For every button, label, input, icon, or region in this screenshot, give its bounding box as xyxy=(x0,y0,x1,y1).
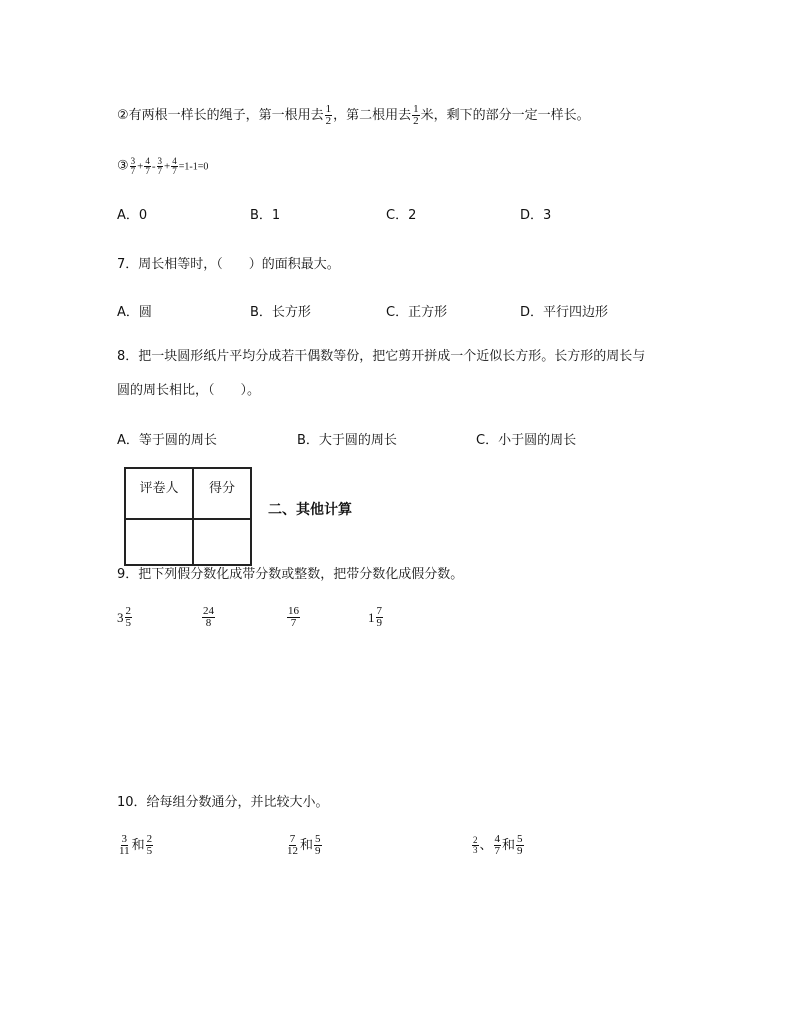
q7-option-a: A．圆 xyxy=(117,305,152,320)
fraction xyxy=(412,104,420,127)
numerator: 16 xyxy=(288,605,299,617)
numerator: 2 xyxy=(146,833,153,845)
q6-option-a: A．0 xyxy=(117,208,148,223)
numerator: 5 xyxy=(315,833,321,845)
fraction xyxy=(202,606,215,629)
fraction xyxy=(171,157,178,176)
connector-text: 和 xyxy=(131,837,145,853)
fraction xyxy=(157,157,164,176)
numerator: 3 xyxy=(157,156,163,166)
q7-option-c: C．正方形 xyxy=(386,305,448,320)
fraction xyxy=(376,606,384,629)
q7-option-d: D．平行四边形 xyxy=(520,305,609,320)
numerator: 2 xyxy=(473,835,478,845)
q10-group-3 xyxy=(471,834,525,857)
denominator: 7 xyxy=(145,166,150,176)
fraction xyxy=(144,157,151,176)
fraction xyxy=(494,834,502,857)
statement-text: ，第二根用去 xyxy=(333,108,412,123)
numerator: 4 xyxy=(494,833,501,845)
fraction xyxy=(325,104,333,127)
numerator: 3 xyxy=(130,156,136,166)
whole-part: 3 xyxy=(117,609,124,625)
denominator: 5 xyxy=(125,617,131,629)
connector-text: 和 xyxy=(300,837,314,853)
score-table xyxy=(124,467,252,566)
q7-stem: 7．周长相等时，（ ）的面积最大。 xyxy=(117,257,340,272)
section-title: 二、其他计算 xyxy=(268,502,352,518)
denominator: 3 xyxy=(473,845,478,855)
q8-option-a: A．等于圆的周长 xyxy=(117,433,217,448)
numerator: 4 xyxy=(145,156,150,166)
q6-option-c: C．2 xyxy=(386,208,417,223)
circled-number: ③ xyxy=(117,158,129,174)
denominator: 7 xyxy=(290,617,297,629)
q10-stem: 10．给每组分数通分，并比较大小。 xyxy=(117,795,329,810)
q9-item-3 xyxy=(286,606,301,629)
denominator: 2 xyxy=(413,115,419,127)
q8-option-c: C．小于圆的周长 xyxy=(476,433,577,448)
q8-stem-line2: 圆的周长相比，（ ）。 xyxy=(117,383,261,398)
q8-option-b: B．大于圆的周长 xyxy=(297,433,397,448)
denominator: 9 xyxy=(517,845,523,857)
denominator: 2 xyxy=(325,115,332,127)
statement-text: ②有两根一样长的绳子，第一根用去 xyxy=(117,108,324,123)
denominator: 12 xyxy=(287,845,298,857)
q6-statement-3 xyxy=(117,157,208,177)
operator: + xyxy=(164,160,171,173)
statement-text: 米，剩下的部分一定一样长。 xyxy=(420,108,590,123)
denominator: 8 xyxy=(205,617,212,629)
numerator: 7 xyxy=(289,833,296,845)
denominator: 9 xyxy=(376,617,382,629)
score-header: 得分 xyxy=(193,468,251,519)
q9-item-1 xyxy=(117,606,133,629)
denominator: 7 xyxy=(130,166,136,176)
fraction xyxy=(146,834,154,857)
numerator: 4 xyxy=(172,156,177,166)
fraction xyxy=(125,606,133,629)
whole-part: 1 xyxy=(368,609,375,625)
numerator: 1 xyxy=(413,103,419,115)
fraction xyxy=(118,834,131,857)
q8-stem-line1: 8．把一块圆形纸片平均分成若干偶数等份，把它剪开拼成一个近似长方形。长方形的周长与 xyxy=(117,349,646,364)
grader-header: 评卷人 xyxy=(125,468,193,519)
q6-option-d: D．3 xyxy=(520,208,552,223)
fraction xyxy=(130,157,137,176)
q9-item-2 xyxy=(201,606,216,629)
q9-stem: 9．把下列假分数化成带分数或整数，把带分数化成假分数。 xyxy=(117,567,464,582)
grader-cell xyxy=(125,519,193,565)
connector-text: 和 xyxy=(502,837,516,853)
fraction xyxy=(287,606,300,629)
q6-option-b: B．1 xyxy=(250,208,281,223)
numerator: 2 xyxy=(125,605,131,617)
denominator: 9 xyxy=(315,845,321,857)
q10-group-2 xyxy=(285,834,323,857)
denominator: 7 xyxy=(172,166,177,176)
q6-statement-2 xyxy=(117,104,590,127)
denominator: 7 xyxy=(157,166,163,176)
equation-tail: =1-1=0 xyxy=(178,161,209,173)
numerator: 3 xyxy=(121,833,128,845)
q9-item-4 xyxy=(368,606,384,629)
numerator: 7 xyxy=(376,605,382,617)
denominator: 7 xyxy=(494,845,501,857)
numerator: 24 xyxy=(203,605,214,617)
separator-text: 、 xyxy=(479,837,493,853)
denominator: 11 xyxy=(119,845,130,857)
fraction xyxy=(516,834,524,857)
q10-group-1 xyxy=(117,834,154,857)
fraction xyxy=(472,836,479,855)
q7-option-b: B．长方形 xyxy=(250,305,311,320)
score-cell xyxy=(193,519,251,565)
numerator: 5 xyxy=(517,833,523,845)
operator: + xyxy=(137,160,144,173)
fraction xyxy=(314,834,322,857)
denominator: 5 xyxy=(146,845,153,857)
fraction xyxy=(286,834,299,857)
numerator: 1 xyxy=(325,103,332,115)
operator: - xyxy=(151,160,156,173)
